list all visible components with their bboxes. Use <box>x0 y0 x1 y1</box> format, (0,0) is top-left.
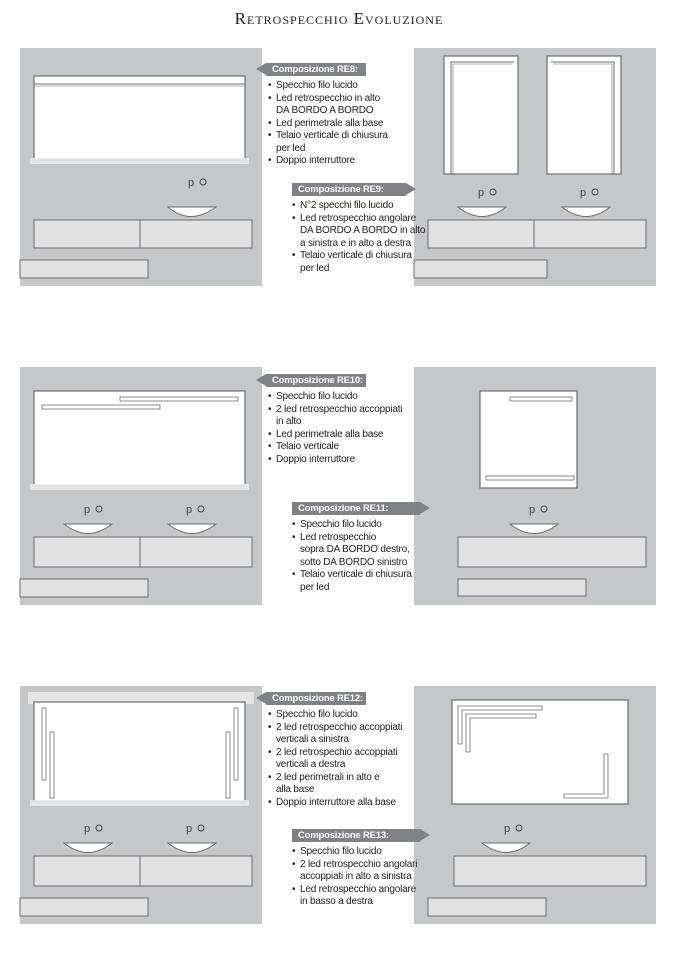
svg-text:p: p <box>84 823 91 835</box>
feature-re10-0: • Specchio filo lucido <box>268 391 402 404</box>
feature-re10-2: • Led perimetrale alla base <box>268 429 402 442</box>
features-re9 <box>292 200 425 275</box>
features-re10 <box>268 391 402 466</box>
feature-re8-4: • Doppio interruttore <box>268 155 388 168</box>
svg-text:p: p <box>529 504 536 516</box>
tag-re10: Composizione RE10: <box>266 374 366 387</box>
svg-text:p: p <box>188 177 195 189</box>
feature-re10-1: • 2 led retrospecchio accoppiati in alto <box>268 404 402 429</box>
feature-re11-0: • Specchio filo lucido <box>292 519 412 532</box>
svg-text:p: p <box>580 187 587 199</box>
svg-text:p: p <box>84 504 91 516</box>
feature-re8-2: • Led perimetrale alla base <box>268 118 388 131</box>
feature-re9-1: • Led retrospecchio angolare DA BORDO A BORDO in alto a sinistra e in alto a destra <box>292 213 425 251</box>
svg-text:p: p <box>186 504 193 516</box>
tag-re12: Composizione RE12: <box>266 692 366 705</box>
drawing-re10 <box>20 367 262 605</box>
drawing-re11 <box>414 367 656 605</box>
svg-text:p: p <box>186 823 193 835</box>
tag-re13: Composizione RE13: <box>292 829 420 842</box>
feature-re12-4: • Doppio interruttore alla base <box>268 797 402 810</box>
features-re13 <box>292 846 417 909</box>
feature-re9-0: • N°2 specchi filo lucido <box>292 200 425 213</box>
drawing-re9 <box>414 48 656 286</box>
features-re12 <box>268 709 402 809</box>
features-re8 <box>268 80 388 168</box>
feature-re11-2: • Telaio verticale di chiusura per led <box>292 569 412 594</box>
features-re11 <box>292 519 412 594</box>
feature-re12-2: • 2 led retrospechio accoppiati verticali a destra <box>268 747 402 772</box>
feature-re8-3: • Telaio verticale di chiusura per led <box>268 130 388 155</box>
tag-re11: Composizione RE11: <box>292 502 420 515</box>
feature-re10-3: • Telaio verticale <box>268 441 402 454</box>
drawing-re13 <box>414 686 656 924</box>
feature-re11-1: • Led retrospecchio sopra DA BORDO destro, sotto DA BORDO sinistro <box>292 532 412 570</box>
feature-re10-4: • Doppio interruttore <box>268 454 402 467</box>
feature-re8-1: • Led retrospecchio in alto DA BORDO A BORDO <box>268 93 388 118</box>
drawing-re12 <box>20 686 262 924</box>
feature-re8-0: • Specchio filo lucido <box>268 80 388 93</box>
feature-re13-2: • Led retrospecchio angolare in basso a destra <box>292 884 417 909</box>
feature-re9-2: • Telaio verticale di chiusura per led <box>292 250 425 275</box>
tag-re9: Composizione RE9: <box>292 183 406 196</box>
feature-re12-3: • 2 led perimetrali in alto e alla base <box>268 772 402 797</box>
feature-re12-1: • 2 led retrospecchio accoppiati verticali a sinistra <box>268 722 402 747</box>
tag-re8: Composizione RE8: <box>266 63 366 76</box>
feature-re12-0: • Specchio filo lucido <box>268 709 402 722</box>
feature-re13-0: • Specchio filo lucido <box>292 846 417 859</box>
svg-text:p: p <box>478 187 485 199</box>
drawing-re8 <box>20 48 262 286</box>
svg-text:p: p <box>504 823 511 835</box>
page-title: Retrospecchio Evoluzione <box>234 9 444 28</box>
feature-re13-1: • 2 led retrospecchio angolari accoppiati in alto a sinistra <box>292 859 417 884</box>
